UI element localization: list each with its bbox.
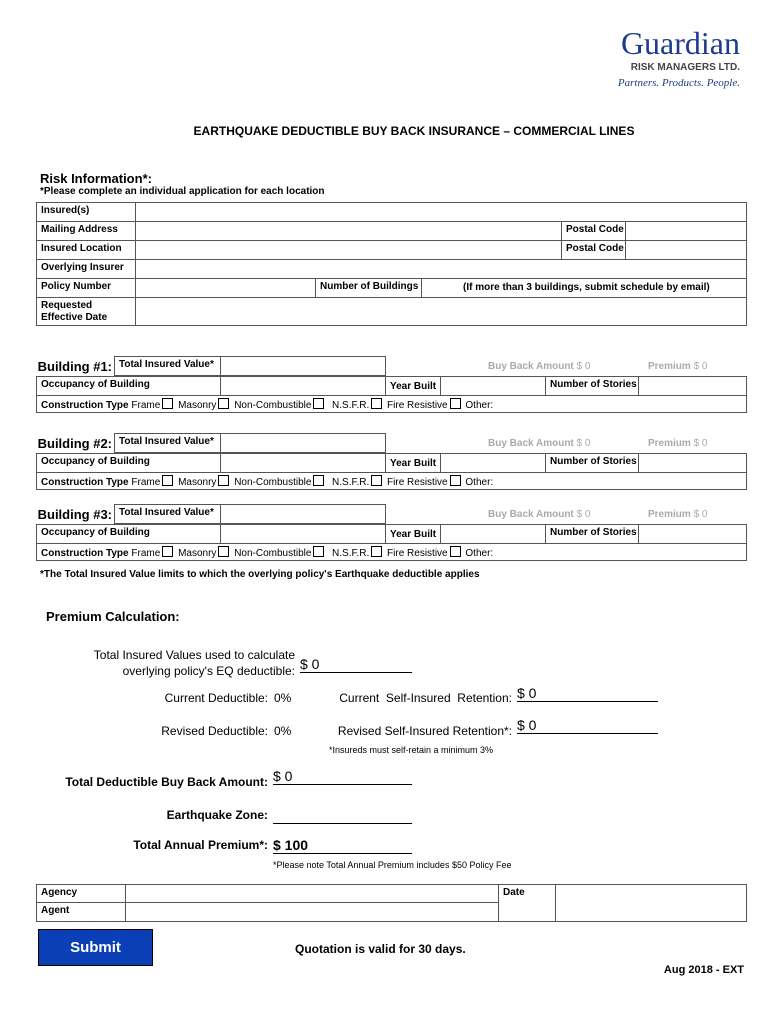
policy-field[interactable] — [135, 278, 316, 298]
date-label: Date — [498, 884, 556, 922]
rev-ded-value: 0% — [274, 724, 292, 738]
premium-value: $ 0 — [693, 438, 708, 449]
agency-label: Agency — [36, 884, 126, 903]
fire-resistive-checkbox[interactable] — [450, 398, 461, 409]
location-field[interactable] — [135, 240, 562, 260]
date-field[interactable] — [555, 884, 747, 922]
overlying-label: Overlying Insurer — [36, 259, 136, 279]
building-section-1 — [0, 356, 770, 416]
tiv-calc-label-2: overlying policy's EQ deductible: — [122, 664, 295, 678]
num-buildings-label: Number of Buildings — [315, 278, 422, 298]
year-field[interactable] — [440, 524, 546, 544]
construction-row — [36, 543, 747, 561]
year-field[interactable] — [440, 453, 546, 473]
nsfr-label: N.S.F.R. — [332, 400, 370, 411]
tiv-calc-value[interactable]: $ 0 — [300, 656, 412, 673]
masonry-label: Masonry — [178, 548, 217, 559]
masonry-checkbox[interactable] — [218, 475, 229, 486]
noncombustible-checkbox[interactable] — [313, 398, 324, 409]
frame-label: Frame — [131, 477, 161, 488]
frame-label: Frame — [131, 400, 161, 411]
nsfr-checkbox[interactable] — [371, 398, 382, 409]
fire-label: Fire Resistive — [387, 477, 448, 488]
buyback-label: Total Deductible Buy Back Amount: — [65, 775, 268, 789]
building-title: Building #3: — [37, 507, 112, 522]
annual-note: *Please note Total Annual Premium includes $50 Policy Fee — [273, 860, 512, 870]
overlying-field[interactable] — [135, 259, 747, 279]
occupancy-label: Occupancy of Building — [36, 376, 221, 396]
occupancy-field[interactable] — [220, 524, 386, 544]
cur-sir-label: Current Self-Insured Retention: — [339, 691, 512, 705]
cur-ded-value: 0% — [274, 691, 292, 705]
tiv-field[interactable] — [220, 356, 386, 376]
frame-checkbox[interactable] — [162, 546, 173, 557]
buyback-amount — [488, 438, 590, 449]
building-section-2 — [0, 433, 770, 493]
buyback-label: Buy Back Amount — [488, 361, 574, 372]
frame-checkbox[interactable] — [162, 398, 173, 409]
nsfr-checkbox[interactable] — [371, 546, 382, 557]
agent-label: Agent — [36, 902, 126, 922]
risk-note: *Please complete an individual application for each location — [40, 186, 325, 197]
premium-value: $ 0 — [693, 509, 708, 520]
fire-resistive-checkbox[interactable] — [450, 475, 461, 486]
buildings-note: (If more than 3 buildings, submit schedule by email) — [463, 282, 710, 293]
zone-label: Earthquake Zone: — [166, 808, 268, 822]
agent-field[interactable] — [125, 902, 499, 922]
insured-field[interactable] — [135, 202, 747, 222]
postal-label: Postal Code — [561, 221, 626, 241]
nsfr-checkbox[interactable] — [371, 475, 382, 486]
construction-row — [36, 472, 747, 490]
fire-label: Fire Resistive — [387, 400, 448, 411]
building-title: Building #1: — [37, 359, 112, 374]
page-title: EARTHQUAKE DEDUCTIBLE BUY BACK INSURANCE – COMMERCIAL LINES — [193, 124, 635, 138]
occupancy-field[interactable] — [220, 376, 386, 396]
buyback-value: $ 0 — [576, 438, 591, 449]
logo-sub: RISK MANAGERS LTD. — [630, 62, 740, 73]
agency-field[interactable] — [125, 884, 499, 903]
zone-value[interactable] — [273, 808, 412, 824]
buyback-value[interactable]: $ 0 — [273, 768, 412, 785]
year-label: Year Built — [385, 376, 441, 396]
buyback-amount — [488, 361, 590, 372]
location-postal-field[interactable] — [625, 240, 747, 260]
tiv-field[interactable] — [220, 433, 386, 453]
sir-note: *Insureds must self-retain a minimum 3% — [329, 745, 494, 755]
eff-date-field[interactable] — [135, 297, 747, 326]
submit-button[interactable]: Submit — [38, 929, 153, 966]
construction-label: Construction Type — [41, 400, 129, 411]
insured-label: Insured(s) — [36, 202, 136, 222]
postal-label: Postal Code — [561, 240, 626, 260]
eff-date-label-1: Requested — [41, 300, 93, 311]
risk-heading: Risk Information*: — [40, 171, 152, 186]
nsfr-label: N.S.F.R. — [332, 477, 370, 488]
premium-amount — [648, 509, 707, 520]
masonry-label: Masonry — [178, 477, 217, 488]
premium-heading: Premium Calculation: — [46, 609, 180, 624]
masonry-checkbox[interactable] — [218, 398, 229, 409]
frame-checkbox[interactable] — [162, 475, 173, 486]
rev-ded-label: Revised Deductible: — [161, 724, 268, 738]
buyback-value: $ 0 — [576, 361, 591, 372]
mailing-field[interactable] — [135, 221, 562, 241]
tiv-field[interactable] — [220, 504, 386, 524]
nsfr-label: N.S.F.R. — [332, 548, 370, 559]
occupancy-field[interactable] — [220, 453, 386, 473]
premium-amount — [648, 361, 707, 372]
premium-value: $ 0 — [693, 361, 708, 372]
construction-label: Construction Type — [41, 477, 129, 488]
buyback-amount — [488, 509, 590, 520]
tiv-footnote: *The Total Insured Value limits to which the overlying policy's Earthquake deductible applies — [40, 569, 480, 580]
noncombustible-checkbox[interactable] — [313, 475, 324, 486]
mailing-postal-field[interactable] — [625, 221, 747, 241]
noncomb-label: Non-Combustible — [234, 400, 312, 411]
tiv-label: Total Insured Value* — [114, 356, 221, 376]
noncomb-label: Non-Combustible — [234, 548, 312, 559]
masonry-label: Masonry — [178, 400, 217, 411]
stories-field[interactable] — [638, 524, 747, 544]
noncombustible-checkbox[interactable] — [313, 546, 324, 557]
buyback-label: Buy Back Amount — [488, 438, 574, 449]
fire-resistive-checkbox[interactable] — [450, 546, 461, 557]
other-label: Other: — [465, 400, 494, 411]
occupancy-label: Occupancy of Building — [36, 524, 221, 544]
stories-field[interactable] — [638, 453, 747, 473]
annual-value: $ 100 — [273, 837, 412, 854]
frame-label: Frame — [131, 548, 161, 559]
cur-ded-label: Current Deductible: — [164, 691, 268, 705]
validity-note: Quotation is valid for 30 days. — [295, 942, 466, 956]
premium-label: Premium — [648, 361, 691, 372]
construction-label: Construction Type — [41, 548, 129, 559]
logo-name: Guardian — [620, 25, 740, 61]
year-label: Year Built — [385, 453, 441, 473]
stories-label: Number of Stories — [545, 524, 639, 544]
logo-tagline: Partners. Products. People. — [617, 77, 740, 89]
stories-label: Number of Stories — [545, 453, 639, 473]
masonry-checkbox[interactable] — [218, 546, 229, 557]
eff-date-label-2: Effective Date — [41, 312, 108, 323]
rev-sir-value[interactable]: $ 0 — [517, 717, 658, 734]
construction-row — [36, 395, 747, 413]
policy-label: Policy Number — [36, 278, 136, 298]
tiv-calc-label-1: Total Insured Values used to calculate — [93, 648, 295, 662]
eff-date-label — [36, 297, 136, 326]
annual-label: Total Annual Premium*: — [133, 838, 268, 852]
logo — [600, 26, 740, 89]
other-label: Other: — [465, 477, 494, 488]
version-label: Aug 2018 - EXT — [663, 964, 744, 976]
noncomb-label: Non-Combustible — [234, 477, 312, 488]
building-section-3 — [0, 504, 770, 564]
premium-label: Premium — [648, 438, 691, 449]
tiv-label: Total Insured Value* — [114, 504, 221, 524]
location-label: Insured Location — [36, 240, 136, 260]
fire-label: Fire Resistive — [387, 548, 448, 559]
rev-sir-label: Revised Self-Insured Retention*: — [337, 724, 512, 738]
stories-label: Number of Stories — [545, 376, 639, 396]
tiv-label: Total Insured Value* — [114, 433, 221, 453]
premium-amount — [648, 438, 707, 449]
cur-sir-value[interactable]: $ 0 — [517, 685, 658, 702]
premium-label: Premium — [648, 509, 691, 520]
year-label: Year Built — [385, 524, 441, 544]
occupancy-label: Occupancy of Building — [36, 453, 221, 473]
building-title: Building #2: — [37, 436, 112, 451]
stories-field[interactable] — [638, 376, 747, 396]
buyback-value: $ 0 — [576, 509, 591, 520]
buyback-label: Buy Back Amount — [488, 509, 574, 520]
other-label: Other: — [465, 548, 494, 559]
year-field[interactable] — [440, 376, 546, 396]
tiv-calc-label — [20, 647, 295, 679]
mailing-label: Mailing Address — [36, 221, 136, 241]
